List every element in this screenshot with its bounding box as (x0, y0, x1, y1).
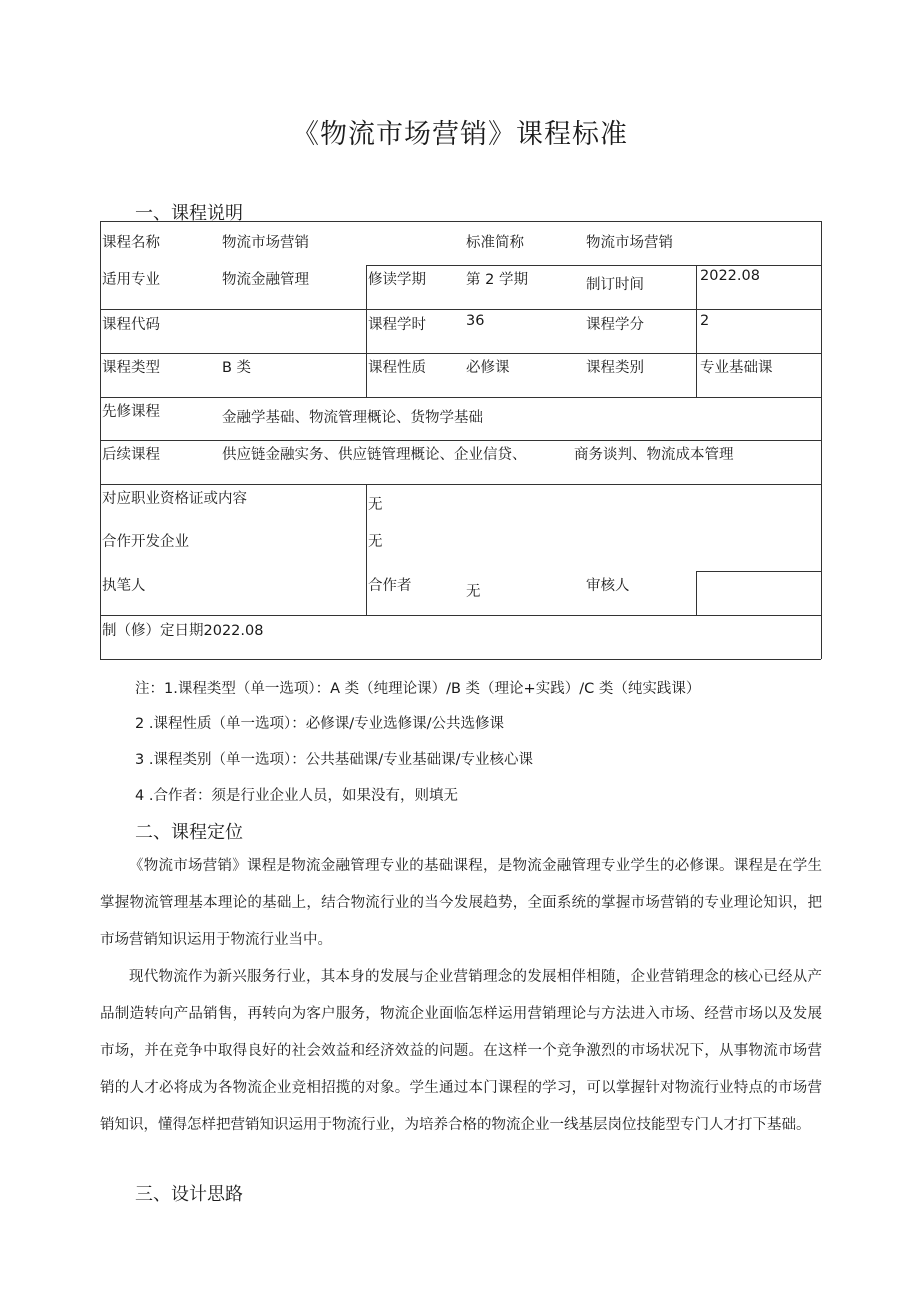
table-border-right (821, 221, 822, 659)
table-border-top (100, 221, 821, 222)
table-column-rule (696, 571, 697, 615)
revision-date-label: 制（修）定日期 (102, 623, 204, 639)
positioning-paragraph-2: 现代物流作为新兴服务行业，其本身的发展与企业营销理念的发展相伴相随，企业营销理念的核心已经从产品制造转向产品销售，再转向为客户服务，物流企业面临怎样运用营销理论与方法进入市场、经营市场以及发展市场，并在竞争中取得良好的社会效益和经济效益的问题。在这样一个竞争激烈的市场状况下，从事物流市场营销的人才必将成为各物流企业竞相招揽的对象。学生通过本门课程的学习，可以掌握针对物流行业特点的市场营销知识，懂得怎样把营销知识运用于物流行业，为培养合格的物流企业一线基层岗位技能型专门人才打下基础。 (100, 969, 822, 1133)
course-nature-label: 课程性质 (368, 360, 426, 376)
table-rule (100, 397, 821, 398)
course-type-label: 课程类型 (102, 360, 160, 376)
followup-value-part1: 供应链金融实务、供应链管理概论、企业信贷、 (222, 447, 527, 463)
note-4: 4 .合作者：须是行业企业人员，如果没有，则填无 (135, 788, 458, 804)
prerequisite-value: 金融学基础、物流管理概论、货物学基础 (222, 410, 483, 426)
reviewer-label: 审核人 (586, 578, 630, 594)
made-time-label: 制订时间 (586, 277, 644, 293)
followup-value-part2: 商务谈判、物流成本管理 (574, 447, 734, 463)
prerequisite-label: 先修课程 (102, 404, 160, 420)
positioning-paragraph-1: 《物流市场营销》课程是物流金融管理专业的基础课程，是物流金融管理专业学生的必修课。课程是在学生掌握物流管理基本理论的基础上，结合物流行业的当今发展趋势，全面系统的掌握市场营销的专业理论知识，把市场营销知识运用于物流行业当中。 (100, 858, 822, 948)
table-border-left (100, 221, 101, 659)
made-time-value: 2022.08 (700, 268, 760, 284)
note-3: 3 .课程类别（单一选项）：公共基础课/专业基础课/专业核心课 (135, 752, 533, 768)
table-rule (100, 484, 821, 485)
followup-label: 后续课程 (102, 447, 160, 463)
table-rule (100, 615, 821, 616)
table-rule (100, 309, 821, 310)
cooperator-value: 无 (466, 584, 481, 600)
note-1: 注：1.课程类型（单一选项）：A 类（纯理论课）/B 类（理论+实践）/C 类（纯实践课） (135, 681, 701, 697)
section-heading-course-positioning: 二、课程定位 (135, 822, 243, 843)
note-2: 2 .课程性质（单一选项）：必修课/专业选修课/公共选修课 (135, 716, 504, 732)
term-label: 修读学期 (368, 272, 426, 288)
section-heading-design-approach: 三、设计思路 (135, 1184, 243, 1205)
course-category-label: 课程类别 (586, 360, 644, 376)
document-title: 《物流市场营销》课程标准 (292, 119, 628, 150)
revision-date-value: 2022.08 (203, 623, 264, 639)
certificate-label: 对应职业资格证或内容 (102, 491, 247, 507)
course-type-value: B 类 (222, 360, 252, 376)
major-value: 物流金融管理 (222, 272, 309, 288)
course-hours-label: 课程学时 (368, 317, 426, 333)
table-border-bottom (100, 659, 821, 660)
major-label: 适用专业 (102, 272, 160, 288)
course-credits-value: 2 (700, 313, 710, 329)
table-rule (366, 265, 821, 266)
certificate-value: 无 (368, 497, 383, 513)
section-heading-course-description: 一、课程说明 (135, 203, 243, 224)
table-rule (100, 440, 821, 441)
partner-enterprise-label: 合作开发企业 (102, 534, 189, 550)
course-category-value: 专业基础课 (700, 360, 773, 376)
course-nature-value: 必修课 (466, 360, 510, 376)
table-rule (696, 571, 821, 572)
term-value: 第 2 学期 (466, 272, 528, 288)
short-name-value: 物流市场营销 (586, 235, 673, 251)
revision-date (102, 619, 263, 640)
partner-enterprise-value: 无 (368, 534, 383, 550)
course-name-value: 物流市场营销 (222, 235, 309, 251)
table-column-rule (366, 484, 367, 615)
course-hours-value: 36 (466, 313, 485, 329)
table-column-rule (366, 265, 367, 397)
short-name-label: 标准简称 (466, 235, 524, 251)
table-rule (100, 353, 821, 354)
author-label: 执笔人 (102, 578, 146, 594)
course-code-label: 课程代码 (102, 317, 160, 333)
table-column-rule (696, 265, 697, 397)
course-credits-label: 课程学分 (586, 317, 644, 333)
cooperator-label: 合作者 (368, 578, 412, 594)
course-name-label: 课程名称 (102, 235, 160, 251)
